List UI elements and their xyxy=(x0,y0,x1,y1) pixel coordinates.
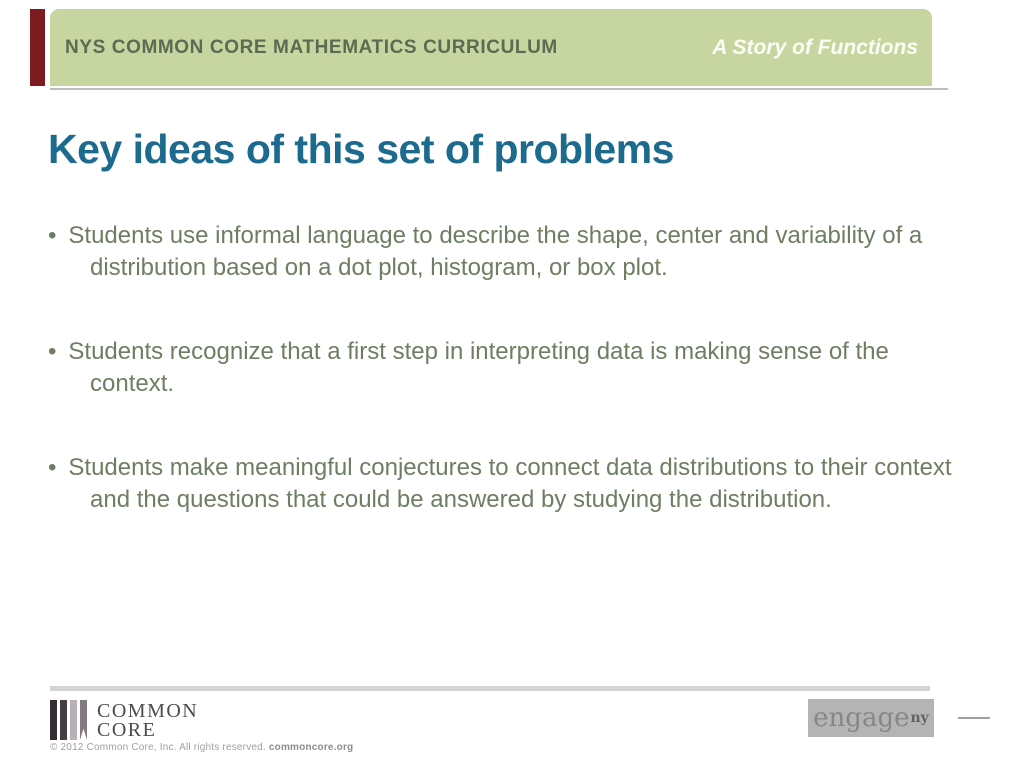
engage-ny-superscript: ny xyxy=(910,710,929,726)
logo-bar xyxy=(70,700,77,740)
footer-dash-line xyxy=(958,717,990,719)
common-core-logo xyxy=(50,700,198,740)
bullet-item xyxy=(48,336,963,400)
header-red-accent-bar xyxy=(30,9,45,86)
bullet-dot-icon: • xyxy=(48,222,57,249)
common-core-wordmark-line2: CORE xyxy=(97,719,157,741)
bullet-dot-icon: • xyxy=(48,338,57,365)
bullet-item xyxy=(48,220,963,284)
bullet-text: Students recognize that a first step in interpreting data is making sense of the context. xyxy=(68,338,889,397)
header-divider-line xyxy=(50,88,948,90)
copyright-text: © 2012 Common Core, Inc. All rights reserved. xyxy=(50,742,269,753)
bullet-item xyxy=(48,452,963,516)
logo-bar xyxy=(50,700,57,740)
commoncore-org-link: commoncore.org xyxy=(268,742,354,753)
logo-bar xyxy=(60,700,67,740)
common-core-bars-icon xyxy=(50,700,87,740)
series-label: A Story of Functions xyxy=(712,35,918,59)
engage-ny-wordmark: engage xyxy=(813,703,910,733)
copyright-line xyxy=(50,742,353,753)
bullet-list xyxy=(48,220,963,568)
logo-bar xyxy=(80,700,87,740)
common-core-wordmark xyxy=(97,700,198,740)
footer-divider-line xyxy=(50,686,930,691)
bullet-text: Students use informal language to describe the shape, center and variability of a distribution based on a dot plot, histogram, or box plot. xyxy=(68,222,923,281)
engage-ny-logo xyxy=(808,699,934,737)
bullet-text: Students make meaningful conjectures to connect data distributions to their context and the questions that could be answered by studying the distribution. xyxy=(68,454,952,513)
curriculum-label: NYS COMMON CORE MATHEMATICS CURRICULUM xyxy=(65,36,558,58)
common-core-wordmark-line1: COMMON xyxy=(97,700,199,722)
header-banner xyxy=(50,9,932,86)
bullet-dot-icon: • xyxy=(48,454,57,481)
slide-title: Key ideas of this set of problems xyxy=(48,126,674,172)
